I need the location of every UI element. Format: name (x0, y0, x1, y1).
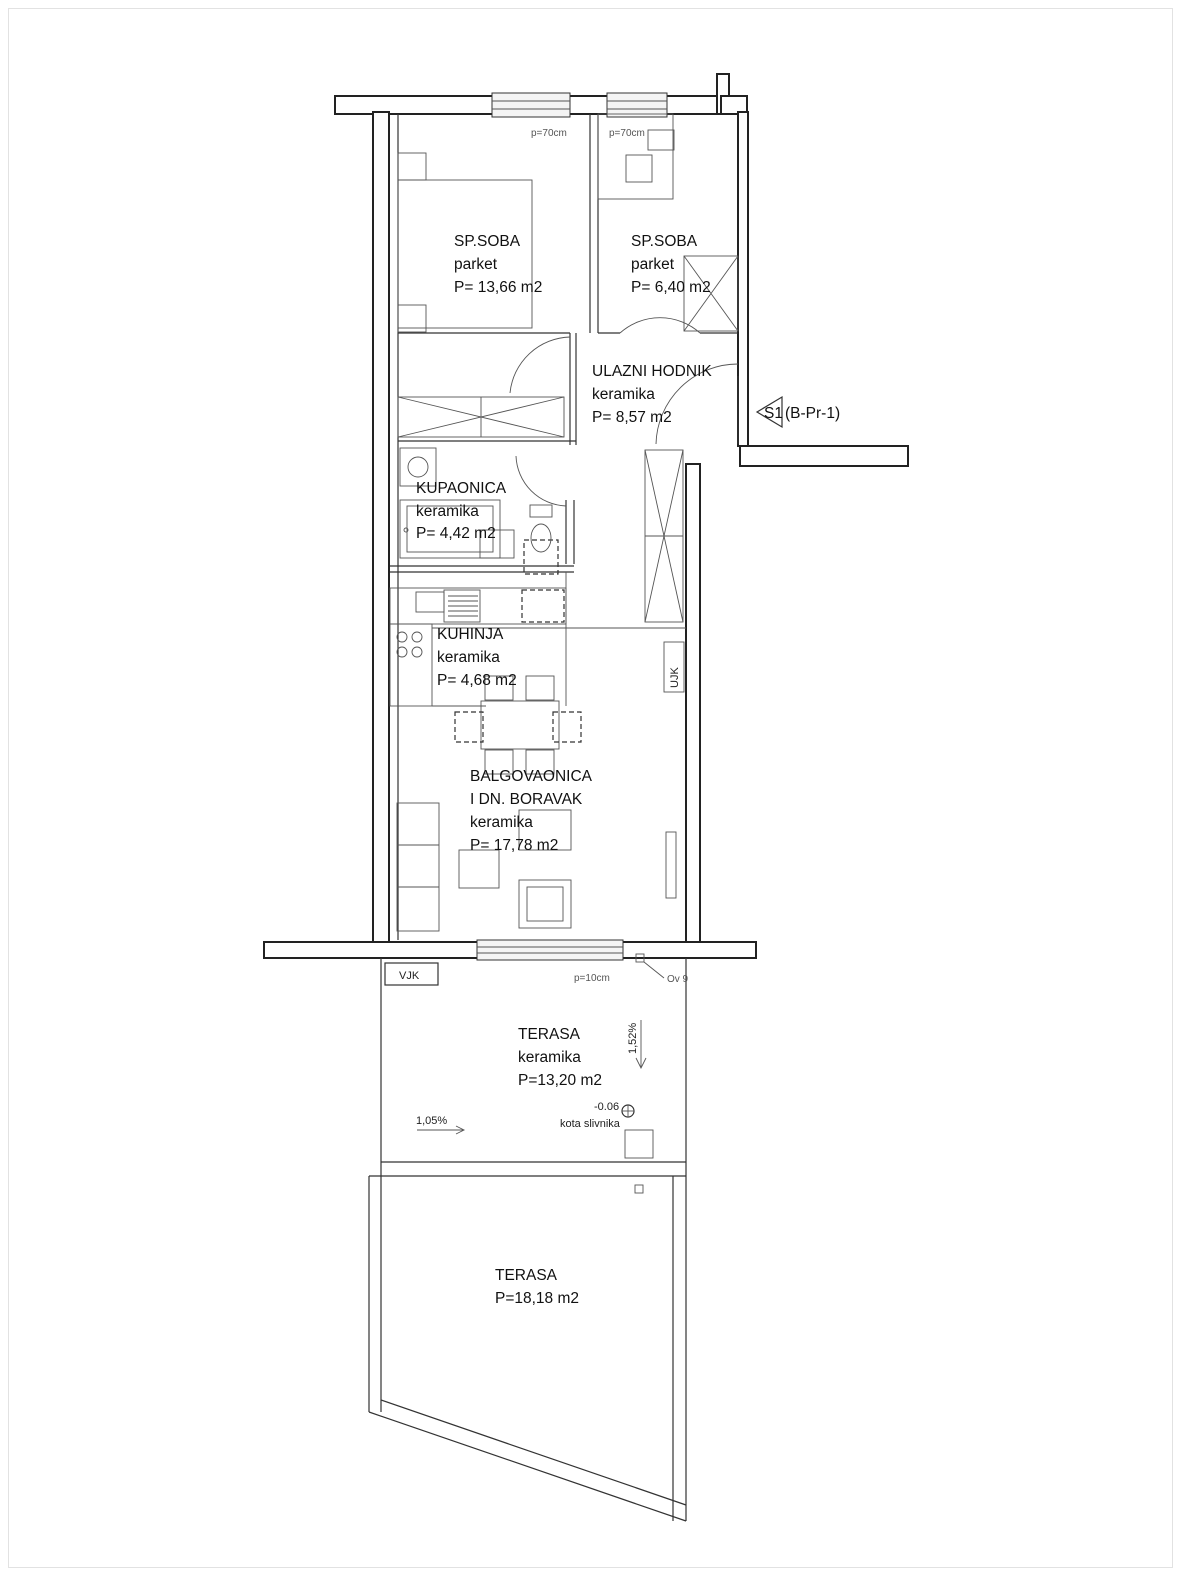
bed (398, 180, 532, 328)
kitchen-area: P= 4,68 m2 (437, 672, 517, 689)
wall-left (373, 112, 389, 947)
wall-right-upper (738, 112, 748, 446)
slope-terrace2-label: 1,05% (416, 1115, 448, 1127)
window-top-right-label: p=70cm (609, 128, 645, 139)
window-top-right (607, 93, 667, 117)
hall-name: ULAZNI HODNIK (592, 363, 712, 380)
sofa (397, 803, 439, 931)
hall-floor: keramika (592, 386, 655, 403)
wall-entry-ledge (740, 446, 908, 466)
ujk-label: UJK (669, 667, 681, 688)
terrace2-area: P=18,18 m2 (495, 1290, 580, 1307)
drain-level-label: -0.06 (594, 1101, 620, 1113)
bathroom-name: KUPAONICA (416, 480, 507, 497)
slope-terrace-label: 1,52% (627, 1022, 639, 1054)
terrace1-area: P=13,20 m2 (518, 1072, 603, 1089)
living-area: P= 17,78 m2 (470, 837, 559, 854)
living-name: BALGOVAONICA (470, 768, 593, 785)
window-top-left (492, 93, 570, 117)
bedroom2-floor: parket (631, 256, 675, 273)
labels (399, 128, 840, 1307)
bathroom-floor: keramika (416, 503, 479, 520)
dining-set (455, 676, 581, 774)
bedroom2-furniture (598, 114, 738, 333)
dining-table (481, 701, 559, 749)
bedroom1-floor: parket (454, 256, 498, 273)
bedroom1-name: SP.SOBA (454, 233, 521, 250)
bedroom1-area: P= 13,66 m2 (454, 279, 543, 296)
bed-small (598, 114, 673, 199)
section-ref-label: (B-Pr-1) (785, 405, 841, 422)
window-bottom-door (477, 940, 623, 960)
terrace2-name: TERASA (495, 1267, 558, 1284)
section-marker-label: S1 (764, 405, 783, 422)
terrace1-floor: keramika (518, 1049, 581, 1066)
bedroom2-area: P= 6,40 m2 (631, 279, 711, 296)
bathroom-area: P= 4,42 m2 (416, 525, 496, 542)
kitchen-counter-side (390, 624, 432, 706)
kitchen-name: KUHINJA (437, 626, 504, 643)
kitchen-floor: keramika (437, 649, 500, 666)
drain-label: kota slivnika (560, 1118, 620, 1130)
window-bottom-label: p=10cm (574, 973, 610, 984)
living-floor: keramika (470, 814, 533, 831)
vjk-label: VJK (399, 970, 420, 982)
toilet (531, 524, 551, 552)
tv-unit (666, 832, 676, 898)
terrace1-name: TERASA (518, 1026, 581, 1043)
walls (264, 74, 908, 958)
bedroom2-name: SP.SOBA (631, 233, 698, 250)
window-top-left-label: p=70cm (531, 128, 567, 139)
gutter-label: Ov 9 (667, 974, 689, 985)
wall-right-lower (686, 464, 700, 947)
living-name-2: I DN. BORAVAK (470, 791, 583, 808)
coffee-table (459, 850, 499, 888)
kitchen-sink (416, 592, 444, 612)
hall-area: P= 8,57 m2 (592, 409, 672, 426)
